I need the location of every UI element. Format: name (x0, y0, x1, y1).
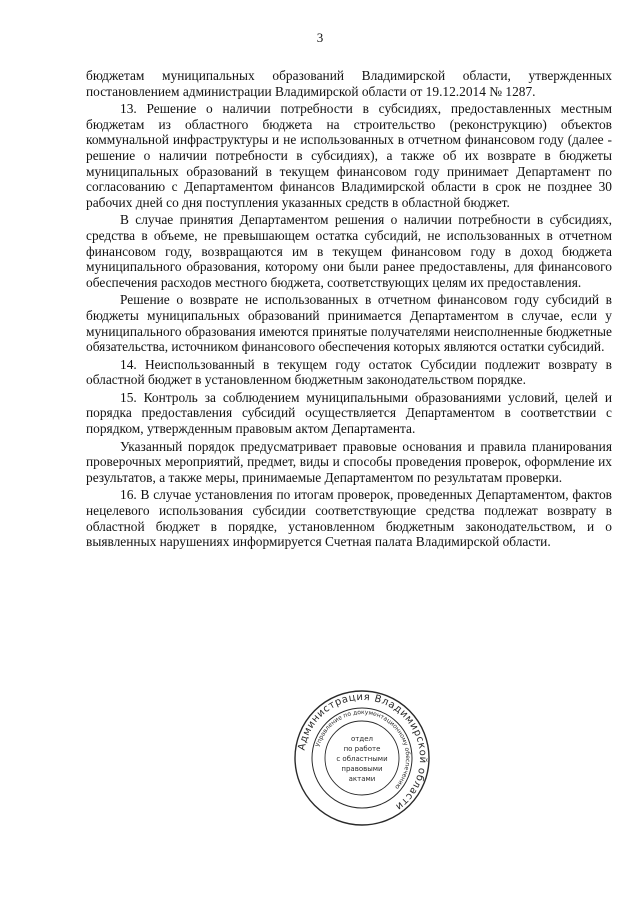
page-number: 3 (316, 30, 324, 45)
document-body (86, 68, 612, 552)
stamp-center-line: актами (348, 775, 376, 783)
paragraph-15: 15. Контроль за соблюдением муниципальными образованиями условий, целей и порядка предоставления субсидий осуществляется Департаментом в соответствии с порядком, утвержденным правовым актом Департамента. (86, 389, 612, 437)
stamp-center-line: отдел (351, 735, 373, 743)
paragraph-14: 14. Неиспользованный в текущем году остаток Субсидии подлежит возврату в областной бюджет в установленном бюджетным законодательством порядке. (86, 356, 612, 388)
stamp-inner-text: Управление по документационному обеспечению (314, 708, 412, 791)
paragraph-continuation: бюджетам муниципальных образований Владимирской области, утвержденных постановлением администрации Владимирской области от 19.12.2014 № 1287. (86, 68, 612, 99)
paragraph-13-return: В случае принятия Департаментом решения о наличии потребности в субсидиях, средства в объеме, не превышающем остатка субсидий, не использованных в отчетном финансовом году, возвращаются им в текущем финансовом году в доход бюджета муниципального образования, которому они были ранее предоставлены, для финансового обеспечения расходов местного бюджета, соответствующих целям их предоставления. (86, 212, 612, 290)
paragraph-15-procedure: Указанный порядок предусматривает правовые основания и правила планирования проверочных мероприятий, предмет, виды и способы проведения проверок, оформление их результатов, а также меры, принимаемые Департаментом по результатам проверки. (86, 438, 612, 485)
stamp-center-line: с областными (336, 755, 388, 763)
official-stamp (292, 688, 432, 828)
stamp-center-line: правовыми (341, 765, 383, 773)
paragraph-13: 13. Решение о наличии потребности в субсидиях, предоставленных местным бюджетам из областного бюджета на строительство (реконструкцию) объектов коммунальной инфраструктуры и не использованных в отчетном финансовом году (далее - решение о наличии потребности в субсидиях), а также об их возврате в бюджеты муниципальных образований в текущем финансовом году принимает Департамент по согласованию с Департаментом финансов Владимирской области в срок не позднее 30 рабочих дней со дня поступления указанных средств в областной бюджет. (86, 101, 612, 210)
stamp-center-line: по работе (343, 745, 381, 753)
stamp-outer-text: Администрация Владимирской области (296, 691, 429, 813)
paragraph-16: 16. В случае установления по итогам проверок, проведенных Департаментом, фактов нецелевого использования субсидии соответствующие средства подлежат возврату в областной бюджет в порядке, установленном бюджетным законодательством, и о выявленных нарушениях информируется Счетная палата Владимирской области. (86, 487, 612, 550)
paragraph-13-decision: Решение о возврате не использованных в отчетном финансовом году субсидий в бюджеты муниципальных образований принимается Департаментом в случае, если у муниципального образования имеются принятые получателями неисполненные бюджетные обязательства, источником финансового обеспечения которых являются остатки субсидий. (86, 292, 612, 355)
